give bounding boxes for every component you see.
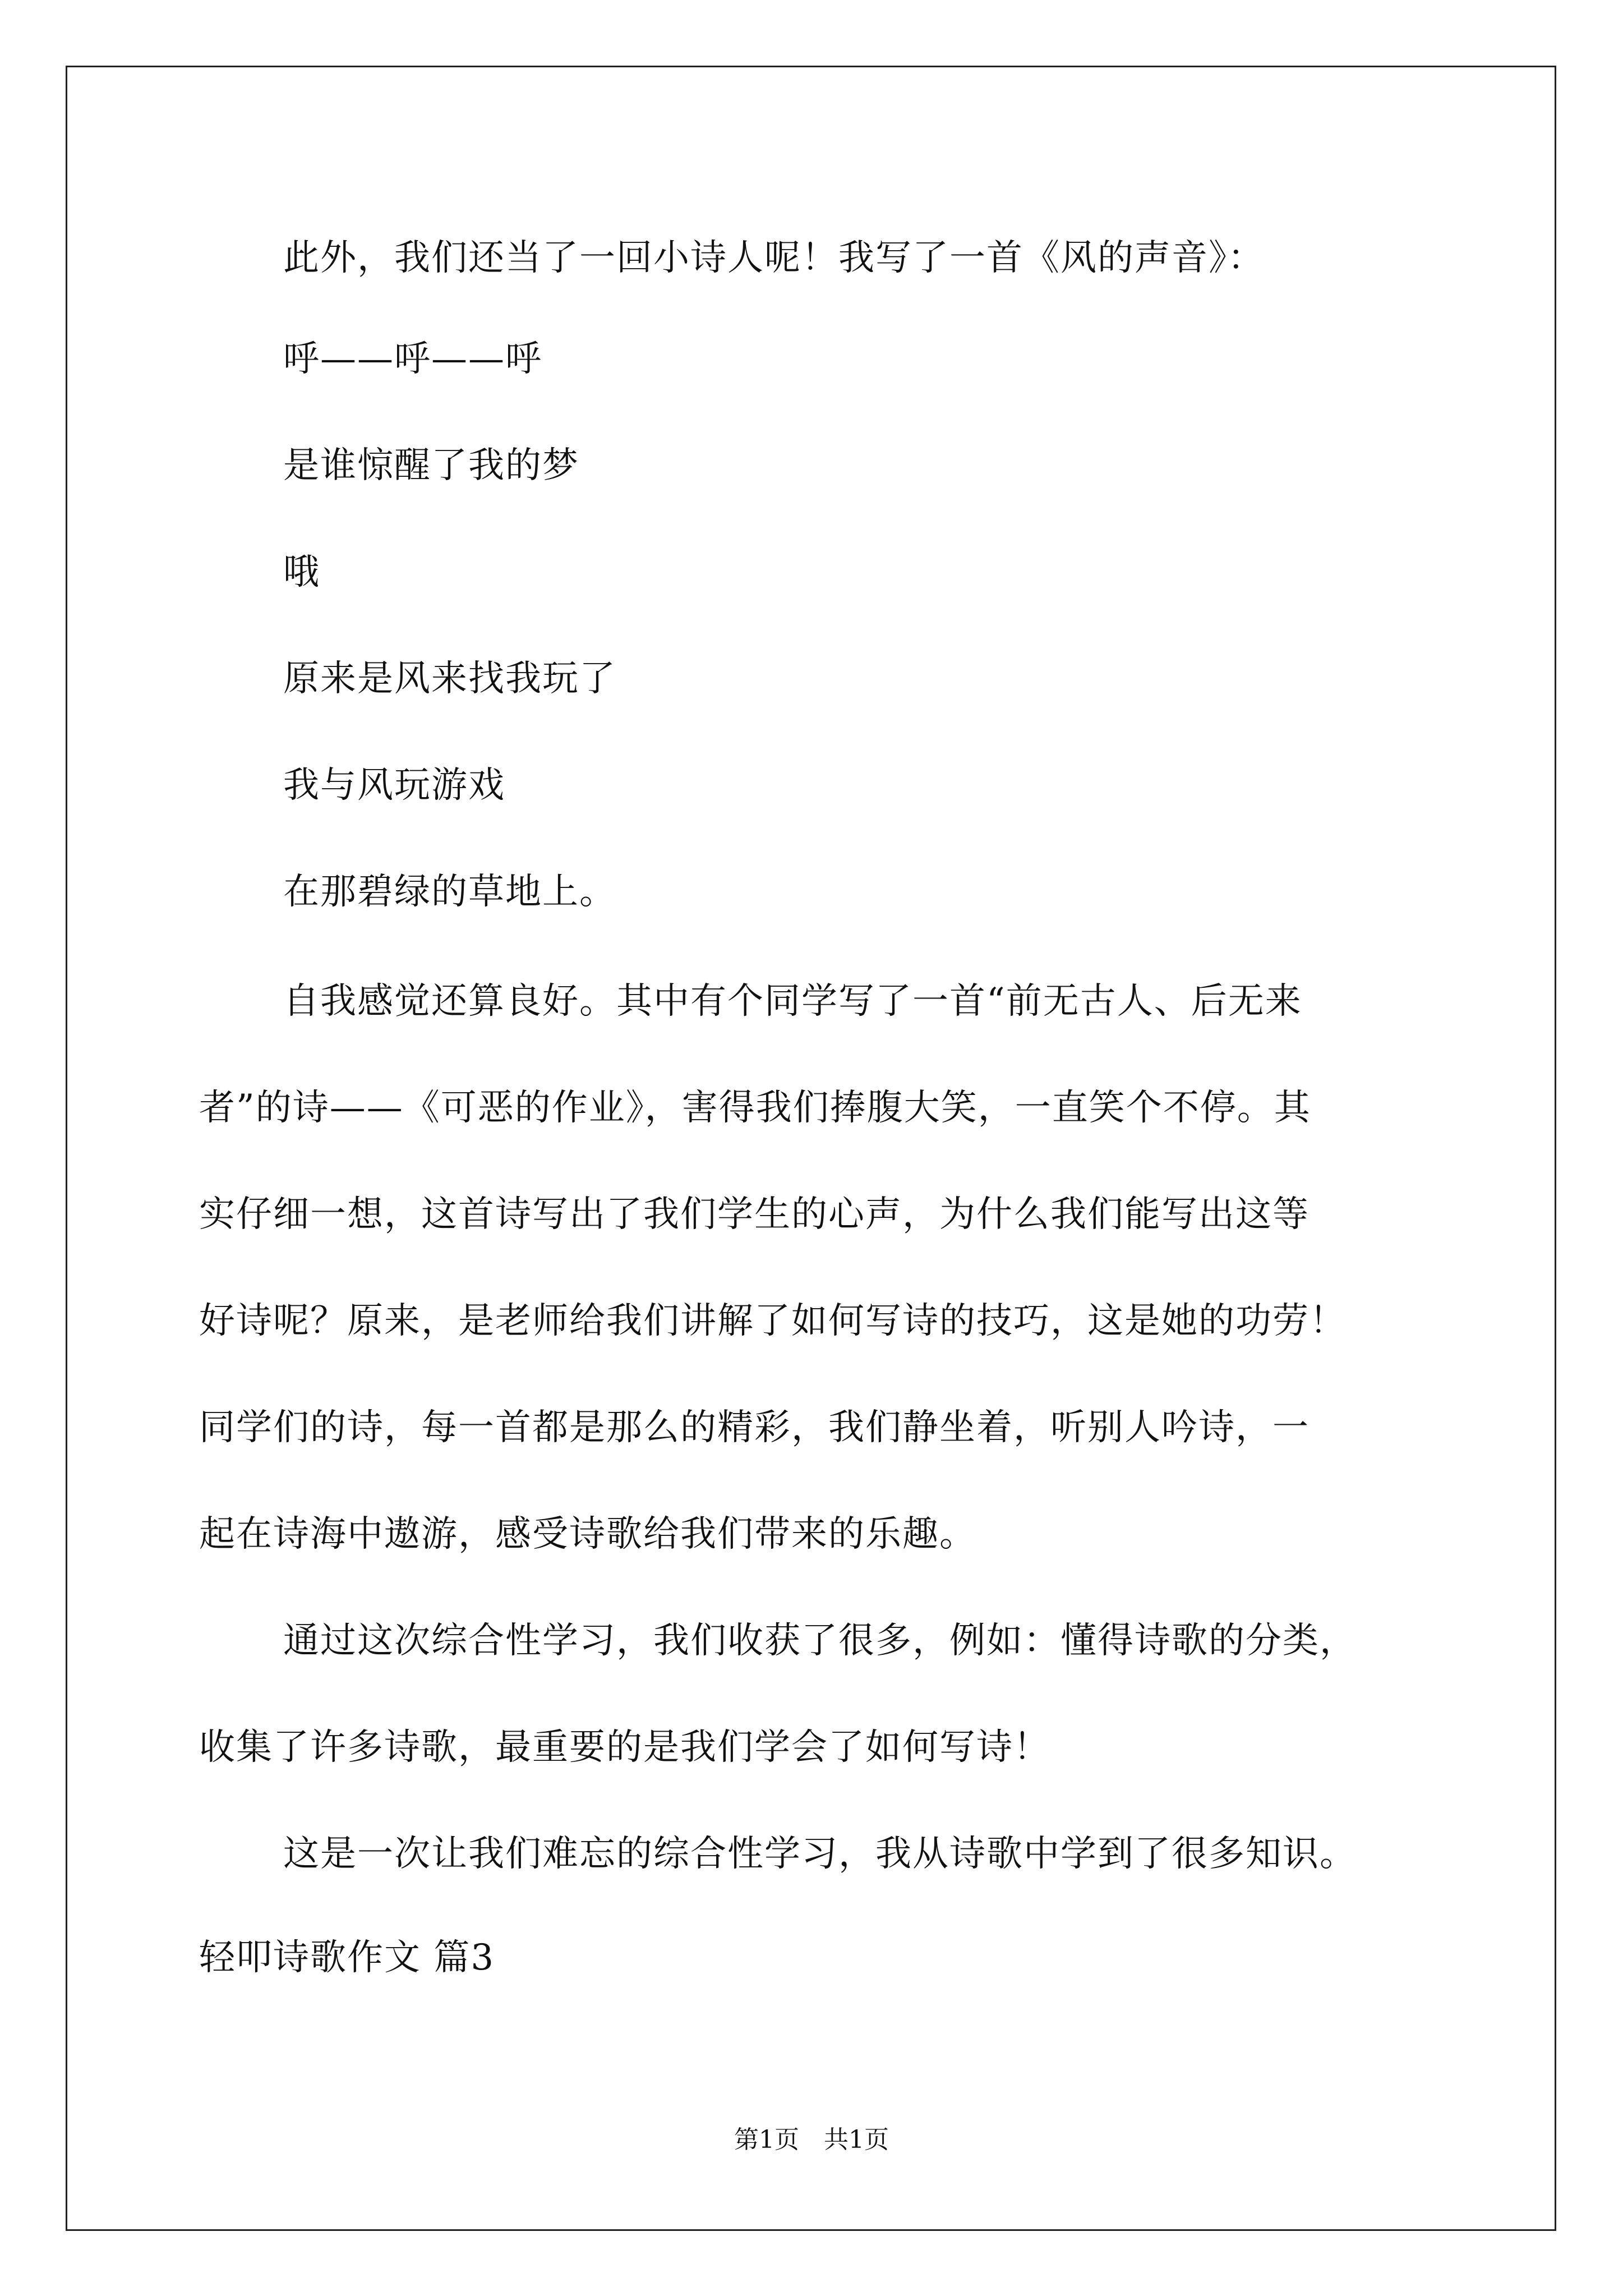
paragraph-line: 好诗呢？原来，是老师给我们讲解了如何写诗的技巧，这是她的功劳！	[199, 1300, 1347, 1342]
poem-line: 我与风玩游戏	[283, 765, 505, 806]
paragraph-line: 收集了许多诗歌，最重要的是我们学会了如何写诗！	[199, 1727, 1050, 1768]
poem-line: 呼——呼——呼	[283, 338, 542, 380]
paragraph-line: 这是一次让我们难忘的综合性学习，我从诗歌中学到了很多知识。	[283, 1833, 1357, 1875]
paragraph-line: 此外，我们还当了一回小诗人呢！我写了一首《风的声音》：	[283, 237, 1265, 279]
paragraph-line: 通过这次综合性学习，我们收获了很多，例如：懂得诗歌的分类，	[283, 1620, 1357, 1662]
page-footer: 第1页 共1页	[734, 2125, 889, 2154]
paragraph-line: 自我感觉还算良好。其中有个同学写了一首“前无古人、后无来	[283, 981, 1302, 1022]
paragraph-line: 实仔细一想，这首诗写出了我们学生的心声，为什么我们能写出这等	[199, 1194, 1310, 1235]
page-frame	[66, 66, 1556, 2231]
paragraph-line: 起在诗海中遨游，感受诗歌给我们带来的乐趣。	[199, 1513, 976, 1555]
poem-line: 原来是风来找我玩了	[283, 658, 616, 700]
poem-line: 是谁惊醒了我的梦	[283, 445, 579, 486]
section-heading: 轻叩诗歌作文 篇3	[199, 1937, 495, 1978]
paragraph-line: 同学们的诗，每一首都是那么的精彩，我们静坐着，听别人吟诗，一	[199, 1407, 1310, 1448]
poem-line: 在那碧绿的草地上。	[283, 871, 616, 913]
paragraph-line: 者”的诗——《可恶的作业》，害得我们捧腹大笑，一直笑个不停。其	[199, 1087, 1311, 1129]
poem-line: 哦	[283, 551, 320, 593]
